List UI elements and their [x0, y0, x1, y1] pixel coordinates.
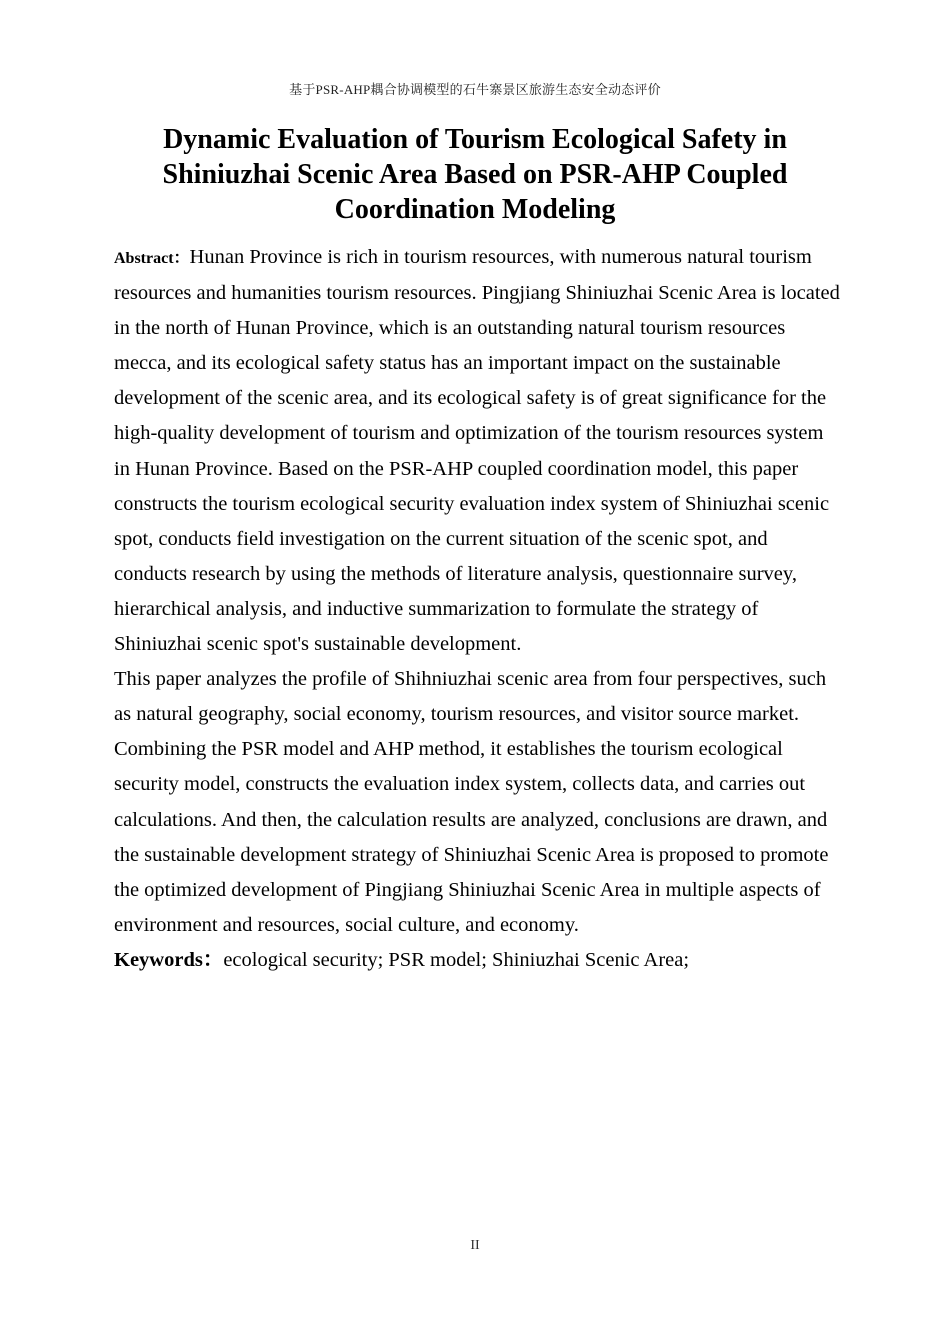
keywords-text: ecological security; PSR model; Shiniuzhai Scenic Area;	[223, 948, 690, 971]
running-header: 基于PSR-AHP耦合协调模型的石牛寨景区旅游生态安全动态评价	[289, 82, 661, 97]
keywords-line	[114, 943, 844, 978]
abstract-label: Abstract：	[114, 250, 190, 267]
title-line-1: Dynamic Evaluation of Tourism Ecological Safety in	[163, 124, 787, 155]
title-line-2: Shiniuzhai Scenic Area Based on PSR-AHP Coupled	[162, 159, 788, 190]
paper-title	[100, 122, 850, 227]
keywords-label: Keywords：	[114, 948, 224, 971]
abstract-text-1: Hunan Province is rich in tourism resources, with numerous natural tourism resources and humanities tourism resources. Pingjiang Shiniuzhai Scenic Area is located in the north of Hunan Province, which is an outstanding natural tourism resources mecca, and its ecological safety status has an important impact on the sustainable development of the scenic area, and its ecological safety is of great significance for the high-quality development of tourism and optimization of the tourism resources system in Hunan Province. Based on the PSR-AHP coupled coordination model, this paper constructs the tourism ecological security evaluation index system of Shiniuzhai scenic spot, conducts field investigation on the current situation of the scenic spot, and conducts research by using the methods of literature analysis, questionnaire survey, hierarchical analysis, and inductive summarization to formulate the strategy of Shiniuzhai scenic spot's sustainable development.	[114, 246, 840, 656]
abstract-paragraph-1	[114, 240, 844, 662]
page-number: II	[470, 1238, 480, 1253]
title-line-3: Coordination Modeling	[334, 194, 616, 225]
abstract-section	[114, 240, 844, 978]
abstract-paragraph-2: This paper analyzes the profile of Shihniuzhai scenic area from four perspectives, such as natural geography, social economy, tourism resources, and visitor source market. Combining the PSR model and AHP method, it establishes the tourism ecological security model, constructs the evaluation index system, collects data, and carries out calculations. And then, the calculation results are analyzed, conclusions are drawn, and the sustainable development strategy of Shiniuzhai Scenic Area is proposed to promote the optimized development of Pingjiang Shiniuzhai Scenic Area in multiple aspects of environment and resources, social culture, and economy.	[114, 668, 829, 936]
